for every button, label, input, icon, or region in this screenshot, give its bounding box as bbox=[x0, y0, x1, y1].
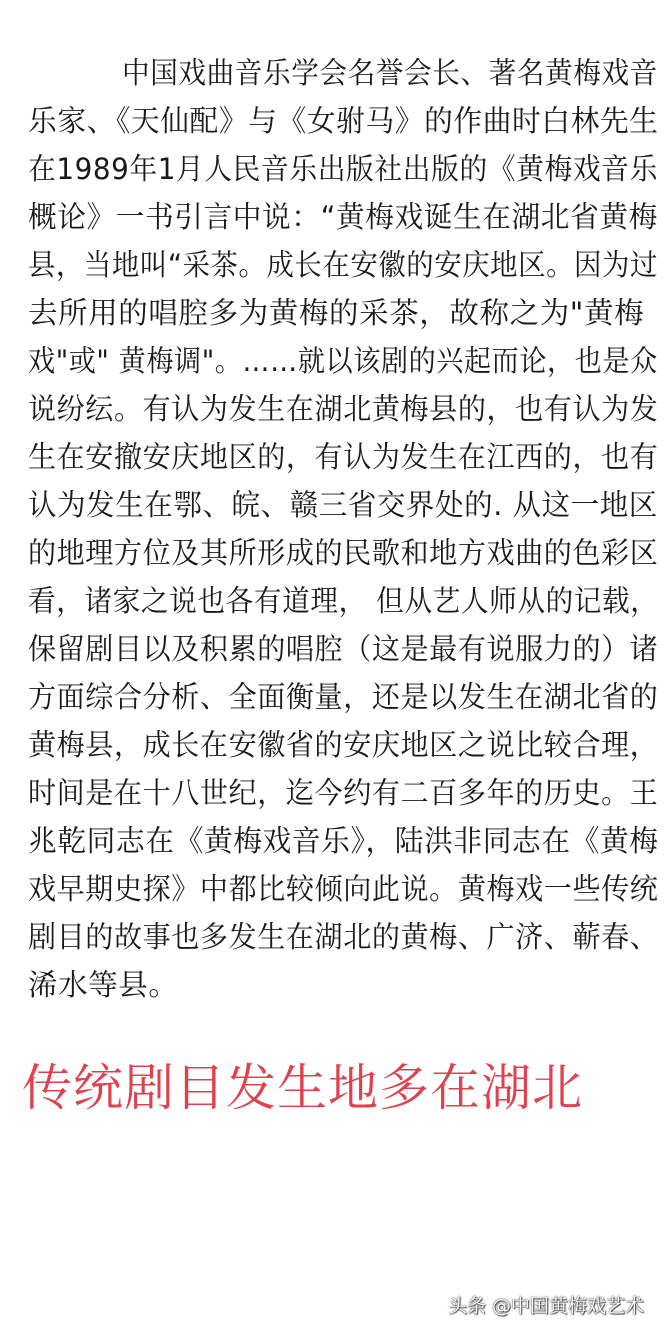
article-line: 说纷纭。有认为发生在湖北黄梅县的，也有认为发 bbox=[28, 392, 659, 426]
article-line: 的地理方位及其所形成的民歌和地方戏曲的色彩区 bbox=[28, 536, 659, 570]
article-line: 在1989年1月人民音乐出版社出版的《黄梅戏音乐 bbox=[28, 152, 658, 186]
article-line: 生在安撤安庆地区的，有认为发生在江西的，也有 bbox=[28, 440, 659, 474]
article-line: 黄梅县，成长在安徽省的安庆地区之说比较合理， bbox=[28, 728, 659, 762]
article-line: 概论》一书引言中说：“黄梅戏诞生在湖北省黄梅 bbox=[28, 200, 658, 234]
article-line: 剧目的故事也多发生在湖北的黄梅、广济、蕲春、 bbox=[28, 920, 659, 954]
article-line: 保留剧目以及积累的唱腔（这是最有说服力的）诸 bbox=[28, 632, 659, 666]
article-line: 时间是在十八世纪，迄今约有二百多年的历史。王 bbox=[28, 776, 659, 810]
article-line: 戏"或" 黄梅调"。……就以该剧的兴起而论，也是众 bbox=[28, 344, 658, 378]
article-line: 去所用的唱腔多为黄梅的采茶，故称之为"黄梅 bbox=[28, 296, 645, 330]
article-line: 看，诸家之说也各有道理， 但从艺人师从的记载， bbox=[28, 584, 659, 618]
article-line: 乐家、《天仙配》与《女驸马》的作曲时白林先生 bbox=[28, 104, 659, 138]
article-line: 县，当地叫“采茶。成长在安徽的安庆地区。因为过 bbox=[28, 248, 658, 282]
article-line: 兆乾同志在《黄梅戏音乐》，陆洪非同志在《黄梅 bbox=[28, 824, 659, 858]
article-line: 浠水等县。 bbox=[28, 968, 179, 1002]
headline-caption: 传统剧目发生地多在湖北 bbox=[22, 1059, 583, 1117]
article-line: 方面综合分析、全面衡量，还是以发生在湖北省的 bbox=[28, 680, 659, 714]
article-line: 认为发生在鄂、皖、赣三省交界处的. 从这一地区 bbox=[28, 488, 658, 522]
article-line: 戏早期史探》中都比较倾向此说。黄梅戏一些传统 bbox=[28, 872, 659, 906]
article-line: 中国戏曲音乐学会名誉会长、著名黄梅戏音 bbox=[122, 56, 658, 90]
source-watermark: 头条 @中国黄梅戏艺术 bbox=[447, 1295, 644, 1317]
